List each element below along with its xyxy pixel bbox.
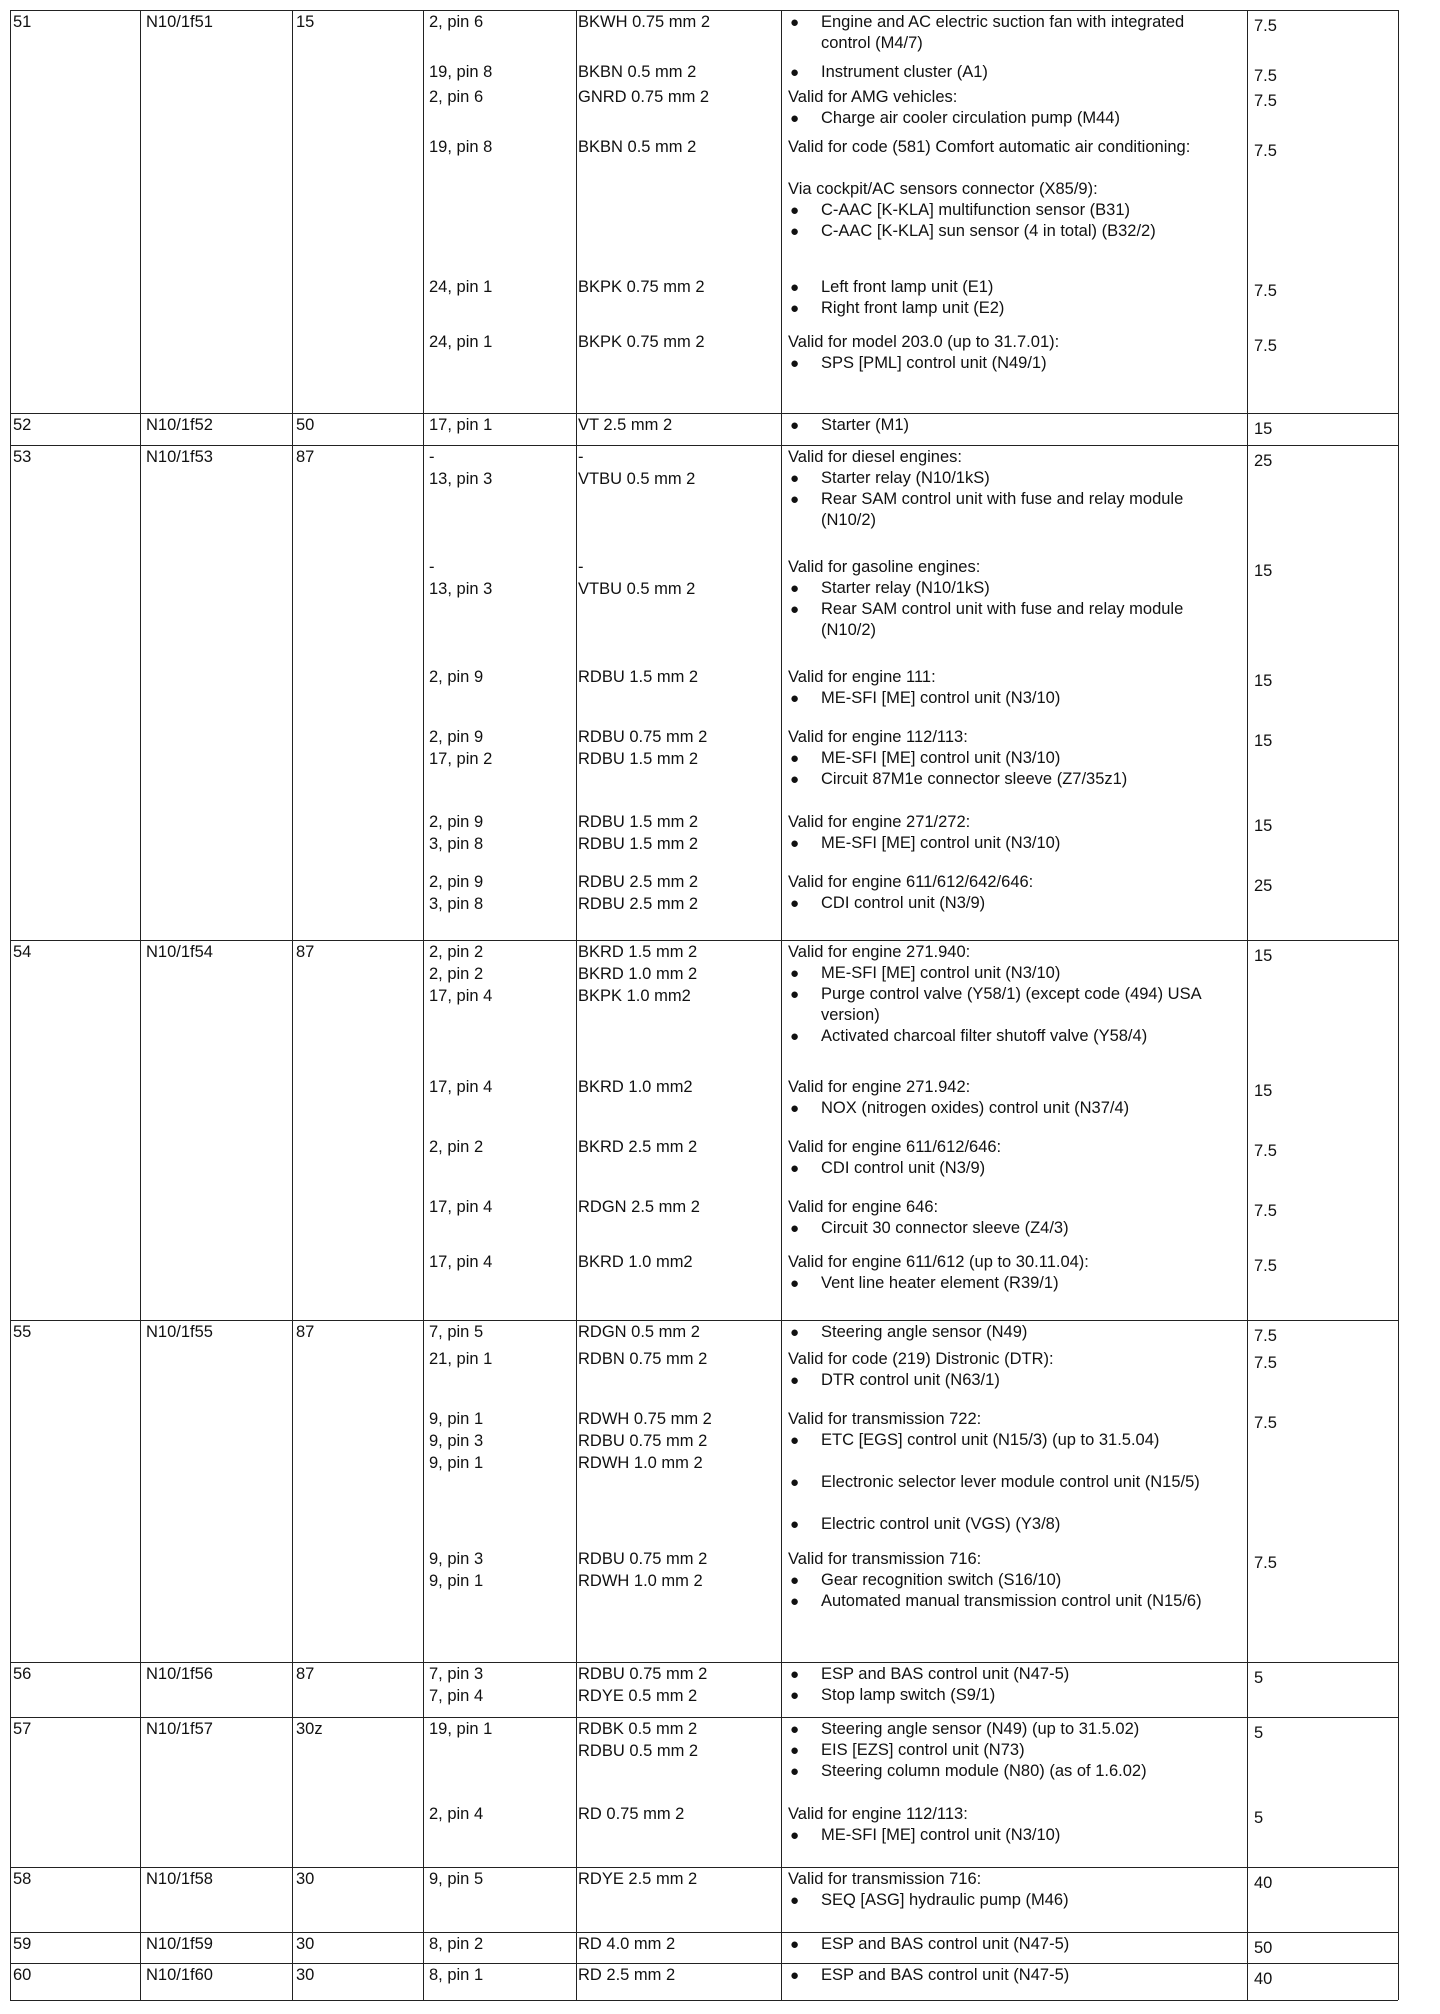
connector-pin: 2, pin 6 [429,88,484,106]
bullet: ● [790,1572,800,1589]
wire-spec: RDGN 2.5 mm 2 [578,1198,700,1216]
connector-pin: 17, pin 2 [429,750,493,768]
row-separator [10,413,1398,414]
connector-pin: 2, pin 9 [429,728,484,746]
connector-pin: 2, pin 9 [429,873,484,891]
consumer-item: Automated manual transmission control unit (N15/6) [821,1592,1202,1610]
bullet: ● [790,1372,800,1389]
wire-spec: RDBU 2.5 mm 2 [578,873,699,891]
wire-spec: BKPK 0.75 mm 2 [578,278,705,296]
wire-spec: BKRD 1.0 mm 2 [578,965,698,983]
consumer-intro: Valid for engine 611/612/642/646: [788,873,1034,891]
wire-spec: RD 0.75 mm 2 [578,1805,685,1823]
consumer-item: C-AAC [K-KLA] sun sensor (4 in total) (B32/2) [821,222,1156,240]
consumer-item: SPS [PML] control unit (N49/1) [821,354,1047,372]
consumer-item: Left front lamp unit (E1) [821,278,994,296]
connector-pin: 13, pin 3 [429,580,493,598]
consumer-item: CDI control unit (N3/9) [821,1159,986,1177]
connector-pin: 2, pin 9 [429,813,484,831]
connector-pin: 2, pin 4 [429,1805,484,1823]
connector-pin: 9, pin 1 [429,1410,484,1428]
wire-spec: VTBU 0.5 mm 2 [578,470,696,488]
bullet: ● [790,1936,800,1953]
wire-spec: RDWH 1.0 mm 2 [578,1454,703,1472]
row-separator [10,10,1398,11]
connector-pin: 3, pin 8 [429,835,484,853]
bullet: ● [790,300,800,317]
consumer-item: C-AAC [K-KLA] multifunction sensor (B31) [821,201,1131,219]
fuse-designation: N10/1f59 [146,1935,213,1953]
circuit-terminal: 87 [296,943,315,961]
consumer-item: Steering column module (N80) (as of 1.6.02) [821,1762,1147,1780]
wire-spec: BKPK 0.75 mm 2 [578,333,705,351]
wire-spec: RDBU 1.5 mm 2 [578,668,699,686]
wire-spec: RD 2.5 mm 2 [578,1966,676,1984]
circuit-terminal: 30 [296,1966,315,1984]
consumer-intro: Valid for engine 112/113: [788,728,968,746]
connector-pin: 17, pin 4 [429,987,493,1005]
consumer-intro: Valid for gasoline engines: [788,558,981,576]
wire-spec: - [578,558,584,576]
consumer-item: EIS [EZS] control unit (N73) [821,1741,1025,1759]
circuit-terminal: 87 [296,1323,315,1341]
fuse-designation: N10/1f55 [146,1323,213,1341]
consumer-item: Vent line heater element (R39/1) [821,1274,1059,1292]
circuit-terminal: 87 [296,1665,315,1683]
consumer-item: ESP and BAS control unit (N47-5) [821,1665,1070,1683]
consumer-item: Starter (M1) [821,416,910,434]
connector-pin: 2, pin 2 [429,965,484,983]
consumer-item: Rear SAM control unit with fuse and relay module (N10/2) [821,490,1184,529]
fuse-rating-amps: 40 [1254,1874,1273,1892]
consumer-intro: Valid for engine 611/612/646: [788,1138,1002,1156]
connector-pin: 2, pin 6 [429,13,484,31]
connector-pin: 8, pin 1 [429,1966,484,1984]
bullet: ● [790,202,800,219]
row-separator [10,2000,1398,2001]
bullet: ● [790,1220,800,1237]
fuse-designation: N10/1f60 [146,1966,213,1984]
consumer-item: ETC [EGS] control unit (N15/3) (up to 31.5.04) [821,1431,1160,1449]
connector-pin: 17, pin 4 [429,1078,493,1096]
consumer-item: Electronic selector lever module control unit (N15/5) [821,1473,1200,1491]
wire-spec: BKWH 0.75 mm 2 [578,13,711,31]
fuse-rating-amps: 15 [1254,817,1273,835]
row-separator [10,1320,1398,1321]
consumer-item: Purge control valve (Y58/1) (except code (494) USA version) [821,985,1201,1024]
consumer-item: CDI control unit (N3/9) [821,894,986,912]
connector-pin: 7, pin 4 [429,1687,484,1705]
fuse-rating-amps: 15 [1254,672,1273,690]
bullet: ● [790,1160,800,1177]
wire-spec: RDWH 1.0 mm 2 [578,1572,703,1590]
wire-spec: RDBK 0.5 mm 2 [578,1720,698,1738]
connector-pin: 3, pin 8 [429,895,484,913]
fuse-designation: N10/1f53 [146,448,213,466]
bullet: ● [790,1474,800,1491]
consumer-item: Starter relay (N10/1kS) [821,469,990,487]
connector-pin: 7, pin 3 [429,1665,484,1683]
circuit-terminal: 30 [296,1935,315,1953]
consumer-intro: Valid for code (219) Distronic (DTR): [788,1350,1054,1368]
wire-spec: RDBU 1.5 mm 2 [578,750,699,768]
wire-spec: BKBN 0.5 mm 2 [578,63,697,81]
consumer-item: ME-SFI [ME] control unit (N3/10) [821,1826,1061,1844]
fuse-designation: N10/1f52 [146,416,213,434]
bullet: ● [790,110,800,127]
fuse-rating-amps: 7.5 [1254,1554,1277,1572]
connector-pin: 17, pin 4 [429,1253,493,1271]
consumer-item: Steering angle sensor (N49) [821,1323,1028,1341]
wire-spec: RD 4.0 mm 2 [578,1935,676,1953]
consumer-intro: Valid for model 203.0 (up to 31.7.01): [788,333,1060,351]
consumer-item: NOX (nitrogen oxides) control unit (N37/4) [821,1099,1130,1117]
column-separator [781,10,782,2000]
consumer-item: Activated charcoal filter shutoff valve (Y58/4) [821,1027,1148,1045]
fuse-rating-amps: 7.5 [1254,1414,1277,1432]
fuse-rating-amps: 50 [1254,1939,1273,1957]
fuse-designation: N10/1f56 [146,1665,213,1683]
wire-spec: RDBU 0.5 mm 2 [578,1742,699,1760]
wire-spec: BKBN 0.5 mm 2 [578,138,697,156]
wire-spec: RDBU 0.75 mm 2 [578,1432,708,1450]
fuse-rating-amps: 7.5 [1254,1202,1277,1220]
connector-pin: 7, pin 5 [429,1323,484,1341]
connector-pin: - [429,558,435,576]
fuse-rating-amps: 7.5 [1254,17,1277,35]
bullet: ● [790,1763,800,1780]
row-separator [10,1662,1398,1663]
fuse-rating-amps: 5 [1254,1724,1264,1742]
consumer-item: ESP and BAS control unit (N47-5) [821,1935,1070,1953]
bullet: ● [790,491,800,508]
fuse-rating-amps: 7.5 [1254,92,1277,110]
wire-spec: RDYE 2.5 mm 2 [578,1870,698,1888]
fuse-rating-amps: 7.5 [1254,337,1277,355]
bullet: ● [790,690,800,707]
wire-spec: RDGN 0.5 mm 2 [578,1323,700,1341]
connector-pin: 9, pin 3 [429,1432,484,1450]
connector-pin: 9, pin 1 [429,1572,484,1590]
bullet: ● [790,1892,800,1909]
wire-spec: RDBU 0.75 mm 2 [578,1550,708,1568]
wire-spec: BKRD 1.0 mm2 [578,1078,693,1096]
row-separator [10,1963,1398,1964]
connector-pin: 19, pin 8 [429,138,493,156]
bullet: ● [790,1666,800,1683]
fuse-number: 56 [13,1665,32,1683]
fuse-rating-amps: 25 [1254,877,1273,895]
consumer-intro: Valid for diesel engines: [788,448,962,466]
consumer-item: Circuit 30 connector sleeve (Z4/3) [821,1219,1069,1237]
column-separator [10,10,11,2000]
connector-pin: 24, pin 1 [429,333,493,351]
consumer-item: Charge air cooler circulation pump (M44) [821,109,1120,127]
fuse-number: 59 [13,1935,32,1953]
column-separator [1247,10,1248,2000]
fuse-rating-amps: 5 [1254,1669,1264,1687]
circuit-terminal: 87 [296,448,315,466]
bullet: ● [790,64,800,81]
connector-pin: 21, pin 1 [429,1350,493,1368]
fuse-number: 53 [13,448,32,466]
fuse-rating-amps: 15 [1254,732,1273,750]
bullet: ● [790,1593,800,1610]
bullet: ● [790,580,800,597]
fuse-rating-amps: 7.5 [1254,1327,1277,1345]
consumer-item: ME-SFI [ME] control unit (N3/10) [821,964,1061,982]
consumer-item: Gear recognition switch (S16/10) [821,1571,1062,1589]
fuse-number: 54 [13,943,32,961]
fuse-number: 57 [13,1720,32,1738]
fuse-number: 60 [13,1966,32,1984]
fuse-rating-amps: 5 [1254,1809,1264,1827]
fuse-rating-amps: 7.5 [1254,1354,1277,1372]
row-separator [10,1717,1398,1718]
wire-spec: BKPK 1.0 mm2 [578,987,691,1005]
consumer-item: SEQ [ASG] hydraulic pump (M46) [821,1891,1069,1909]
wire-spec: RDBU 2.5 mm 2 [578,895,699,913]
fuse-rating-amps: 7.5 [1254,67,1277,85]
connector-pin: 2, pin 2 [429,943,484,961]
circuit-terminal: 30z [296,1720,323,1738]
fuse-rating-amps: 7.5 [1254,142,1277,160]
wire-spec: BKRD 2.5 mm 2 [578,1138,698,1156]
connector-pin: 9, pin 5 [429,1870,484,1888]
consumer-intro: Valid for transmission 716: [788,1870,982,1888]
bullet: ● [790,1827,800,1844]
consumer-intro: Valid for transmission 722: [788,1410,982,1428]
fuse-number: 58 [13,1870,32,1888]
fuse-rating-amps: 15 [1254,947,1273,965]
bullet: ● [790,771,800,788]
fuse-rating-amps: 7.5 [1254,1142,1277,1160]
wire-spec: - [578,448,584,466]
connector-pin: 17, pin 4 [429,1198,493,1216]
wire-spec: VTBU 0.5 mm 2 [578,580,696,598]
connector-pin: 9, pin 3 [429,1550,484,1568]
bullet: ● [790,470,800,487]
bullet: ● [790,1100,800,1117]
consumer-item: ME-SFI [ME] control unit (N3/10) [821,834,1061,852]
bullet: ● [790,1742,800,1759]
wire-spec: RDWH 0.75 mm 2 [578,1410,712,1428]
consumer-intro: Valid for engine 271.940: [788,943,971,961]
fuse-rating-amps: 40 [1254,1970,1273,1988]
bullet: ● [790,1275,800,1292]
consumer-item: ME-SFI [ME] control unit (N3/10) [821,689,1061,707]
bullet: ● [790,1432,800,1449]
consumer-item: Circuit 87M1e connector sleeve (Z7/35z1) [821,770,1128,788]
column-separator [1398,10,1399,2000]
bullet: ● [790,279,800,296]
consumer-item: ME-SFI [ME] control unit (N3/10) [821,749,1061,767]
column-separator [576,10,577,2000]
consumer-item: Steering angle sensor (N49) (up to 31.5.02) [821,1720,1140,1738]
fuse-designation: N10/1f58 [146,1870,213,1888]
bullet: ● [790,1516,800,1533]
circuit-terminal: 50 [296,416,315,434]
consumer-item: Starter relay (N10/1kS) [821,579,990,597]
connector-pin: 2, pin 9 [429,668,484,686]
column-separator [423,10,424,2000]
consumer-item: DTR control unit (N63/1) [821,1371,1000,1389]
column-separator [140,10,141,2000]
wire-spec: RDBU 0.75 mm 2 [578,1665,708,1683]
bullet: ● [790,965,800,982]
fuse-rating-amps: 7.5 [1254,1257,1277,1275]
consumer-intro: Valid for engine 112/113: [788,1805,968,1823]
bullet: ● [790,355,800,372]
row-separator [10,940,1398,941]
consumer-item: Electric control unit (VGS) (Y3/8) [821,1515,1061,1533]
fuse-designation: N10/1f51 [146,13,213,31]
fuse-designation: N10/1f57 [146,1720,213,1738]
consumer-intro: Valid for engine 646: [788,1198,939,1216]
wire-spec: GNRD 0.75 mm 2 [578,88,710,106]
consumer-item: Stop lamp switch (S9/1) [821,1686,996,1704]
bullet: ● [790,223,800,240]
consumer-intro: Via cockpit/AC sensors connector (X85/9): [788,180,1098,198]
connector-pin: - [429,448,435,466]
bullet: ● [790,1028,800,1045]
fuse-number: 55 [13,1323,32,1341]
consumer-intro: Valid for transmission 716: [788,1550,982,1568]
connector-pin: 2, pin 2 [429,1138,484,1156]
wire-spec: BKRD 1.0 mm2 [578,1253,693,1271]
consumer-intro: Valid for engine 111: [788,668,936,686]
consumer-item: ESP and BAS control unit (N47-5) [821,1966,1070,1984]
consumer-item: Right front lamp unit (E2) [821,299,1005,317]
connector-pin: 19, pin 8 [429,63,493,81]
wire-spec: BKRD 1.5 mm 2 [578,943,698,961]
row-separator [10,1867,1398,1868]
connector-pin: 13, pin 3 [429,470,493,488]
fuse-number: 52 [13,416,32,434]
fuse-rating-amps: 25 [1254,452,1273,470]
fuse-designation: N10/1f54 [146,943,213,961]
bullet: ● [790,750,800,767]
bullet: ● [790,1967,800,1984]
consumer-item: Rear SAM control unit with fuse and relay module (N10/2) [821,600,1184,639]
fuse-rating-amps: 15 [1254,1082,1273,1100]
connector-pin: 8, pin 2 [429,1935,484,1953]
consumer-intro: Valid for AMG vehicles: [788,88,958,106]
row-separator [10,445,1398,446]
wire-spec: RDYE 0.5 mm 2 [578,1687,698,1705]
row-separator [10,1932,1398,1933]
bullet: ● [790,1687,800,1704]
fuse-rating-amps: 15 [1254,420,1273,438]
consumer-item: Instrument cluster (A1) [821,63,988,81]
bullet: ● [790,1721,800,1738]
bullet: ● [790,895,800,912]
connector-pin: 24, pin 1 [429,278,493,296]
wire-spec: RDBU 1.5 mm 2 [578,835,699,853]
circuit-terminal: 30 [296,1870,315,1888]
connector-pin: 9, pin 1 [429,1454,484,1472]
bullet: ● [790,417,800,434]
bullet: ● [790,986,800,1003]
consumer-item: Engine and AC electric suction fan with integrated control (M4/7) [821,13,1185,52]
wire-spec: RDBU 0.75 mm 2 [578,728,708,746]
connector-pin: 19, pin 1 [429,1720,493,1738]
fuse-rating-amps: 15 [1254,562,1273,580]
consumer-intro: Valid for code (581) Comfort automatic air conditioning: [788,138,1191,156]
circuit-terminal: 15 [296,13,315,31]
fuse-rating-amps: 7.5 [1254,282,1277,300]
consumer-intro: Valid for engine 271.942: [788,1078,971,1096]
bullet: ● [790,1324,800,1341]
consumer-intro: Valid for engine 611/612 (up to 30.11.04): [788,1253,1089,1271]
fuse-number: 51 [13,13,32,31]
bullet: ● [790,835,800,852]
column-separator [292,10,293,2000]
wire-spec: RDBU 1.5 mm 2 [578,813,699,831]
bullet: ● [790,14,800,31]
wire-spec: VT 2.5 mm 2 [578,416,673,434]
connector-pin: 17, pin 1 [429,416,493,434]
wire-spec: RDBN 0.75 mm 2 [578,1350,708,1368]
consumer-intro: Valid for engine 271/272: [788,813,971,831]
bullet: ● [790,601,800,618]
